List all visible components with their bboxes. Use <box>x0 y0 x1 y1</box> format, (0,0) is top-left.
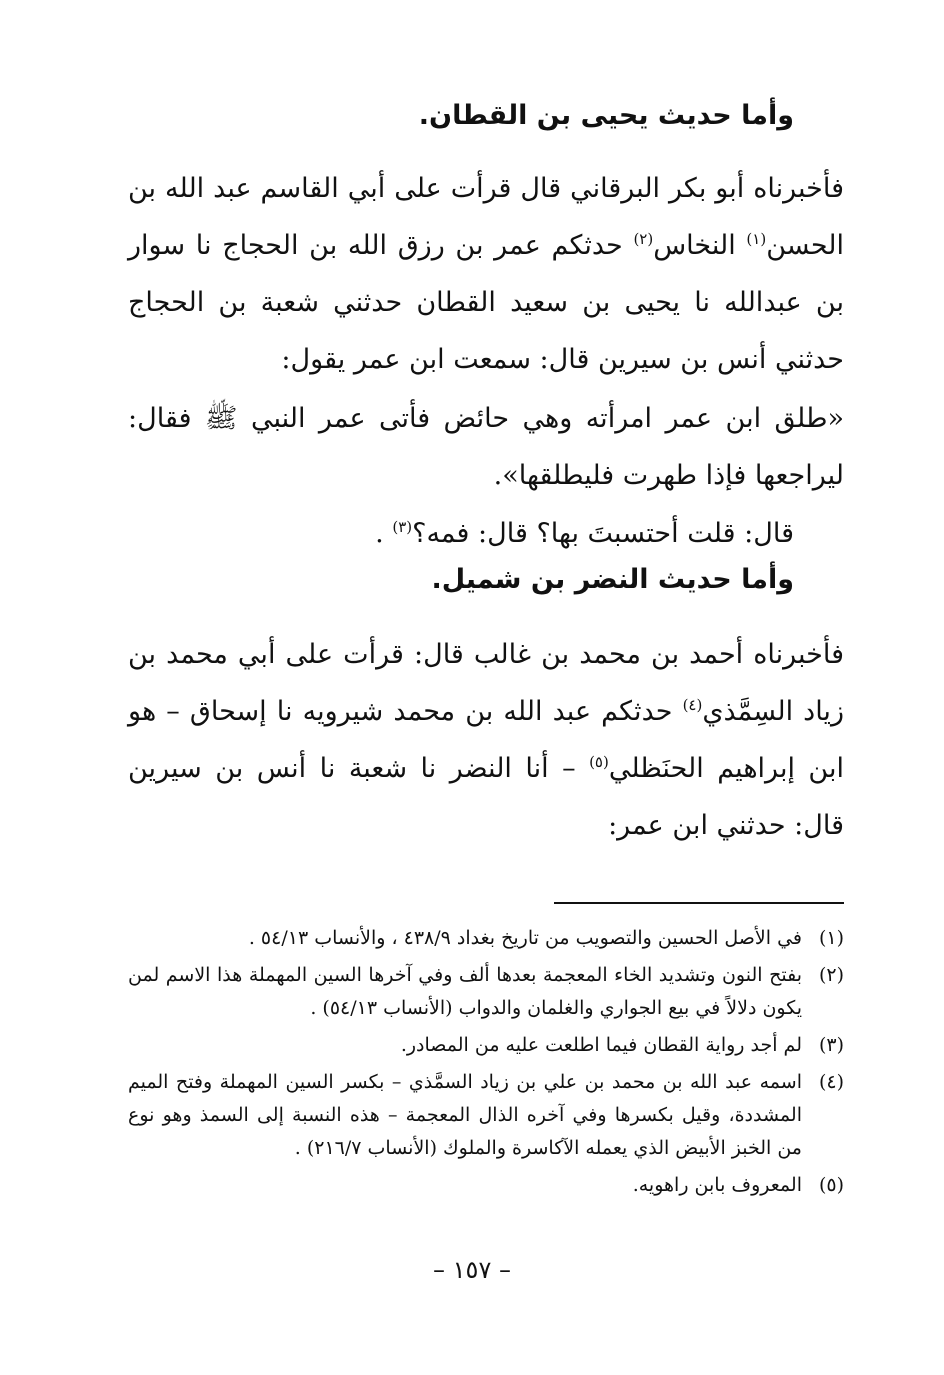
paragraph-isnad-qattan <box>128 160 844 388</box>
footnote-item <box>128 1066 844 1165</box>
footnote-item <box>128 922 844 955</box>
paragraph-question <box>128 505 794 562</box>
paragraph-text: النخاس <box>653 230 736 261</box>
paragraph-text: . <box>375 518 384 549</box>
footnote-number: (٣) <box>818 1034 844 1056</box>
paragraph-hadith-text: «طلق ابن عمر امرأته وهي حائض فأتى عمر النبي ﷺ فقال: ليراجعها فإذا طهرت فليطلقها». <box>128 403 844 491</box>
footnote-number: (١) <box>818 927 844 949</box>
paragraph-text: حدثكم عبد الله بن محمد شيرويه نا إسحاق – هو ابن إبراهيم الحنَظلي <box>128 696 844 784</box>
footnote-item <box>128 1169 844 1202</box>
footnote-number: (٥) <box>818 1174 844 1196</box>
paragraph-text: حدثكم عمر بن رزق الله بن الحجاج نا سوار بن عبدالله نا يحيى بن سعيد القطان حدثني شعبة بن الحجاج حدثني أنس بن سيرين قال: سمعت ابن عمر يقول: <box>128 230 844 375</box>
page-number: – ١٥٧ – <box>433 1256 511 1284</box>
footnote-ref-5[interactable]: (٥) <box>589 753 609 771</box>
section-heading-nadr: وأما حديث النضر بن شميل. <box>431 564 794 595</box>
footnotes-section <box>128 922 844 1206</box>
footnote-item <box>128 959 844 1025</box>
paragraph-text: قال: قلت أحتسبتَ بها؟ قال: فمه؟ <box>412 518 794 549</box>
footnote-text: بفتح النون وتشديد الخاء المعجمة بعدها ألف وفي آخرها السين المهملة هذا الاسم لمن يكون دلالاً في بيع الجواري والغلمان والدواب (الأنساب ٥٤/١٣) . <box>128 964 802 1019</box>
section-heading-qattan: وأما حديث يحيى بن القطان. <box>418 100 794 131</box>
footnote-text: المعروف بابن راهويه. <box>632 1174 802 1196</box>
footnote-ref-3[interactable]: (٣) <box>392 518 413 536</box>
footnote-number: (٤) <box>818 1071 844 1093</box>
paragraph-text: – أنا النضر نا شعبة نا أنس بن سيرين قال: حدثني ابن عمر: <box>128 753 844 841</box>
paragraph-isnad-nadr <box>128 626 844 854</box>
footnote-ref-4[interactable]: (٤) <box>682 696 703 714</box>
footnote-text: اسمه عبد الله بن محمد بن علي بن زياد السمَّذي – بكسر السين المهملة وفتح الميم المشددة، وقيل بكسرها وفي آخره الذال المعجمة – هذه النسبة إلى السمذ وهو نوع من الخبز الأبيض الذي يعمله الآكاسرة والملوك (الأنساب ٢١٦/٧) . <box>128 1071 802 1159</box>
paragraph-text: فأخبرناه أحمد بن محمد بن غالب قال: قرأت على أبي محمد بن زياد السِمَّذي <box>128 639 844 727</box>
footnote-separator <box>554 902 844 904</box>
footnote-text: لم أجد رواية القطان فيما اطلعت عليه من المصادر. <box>400 1034 802 1056</box>
footnote-ref-1[interactable]: (١) <box>746 230 767 248</box>
paragraph-text: فأخبرناه أبو بكر البرقاني قال قرأت على أبي القاسم عبد الله بن الحسن <box>128 173 844 261</box>
footnote-item <box>128 1029 844 1062</box>
footnote-text: في الأصل الحسين والتصويب من تاريخ بغداد ٤٣٨/٩ ، والأنساب ٥٤/١٣ . <box>248 927 802 949</box>
footnote-ref-2[interactable]: (٢) <box>633 230 654 248</box>
footnote-number: (٢) <box>818 964 844 986</box>
